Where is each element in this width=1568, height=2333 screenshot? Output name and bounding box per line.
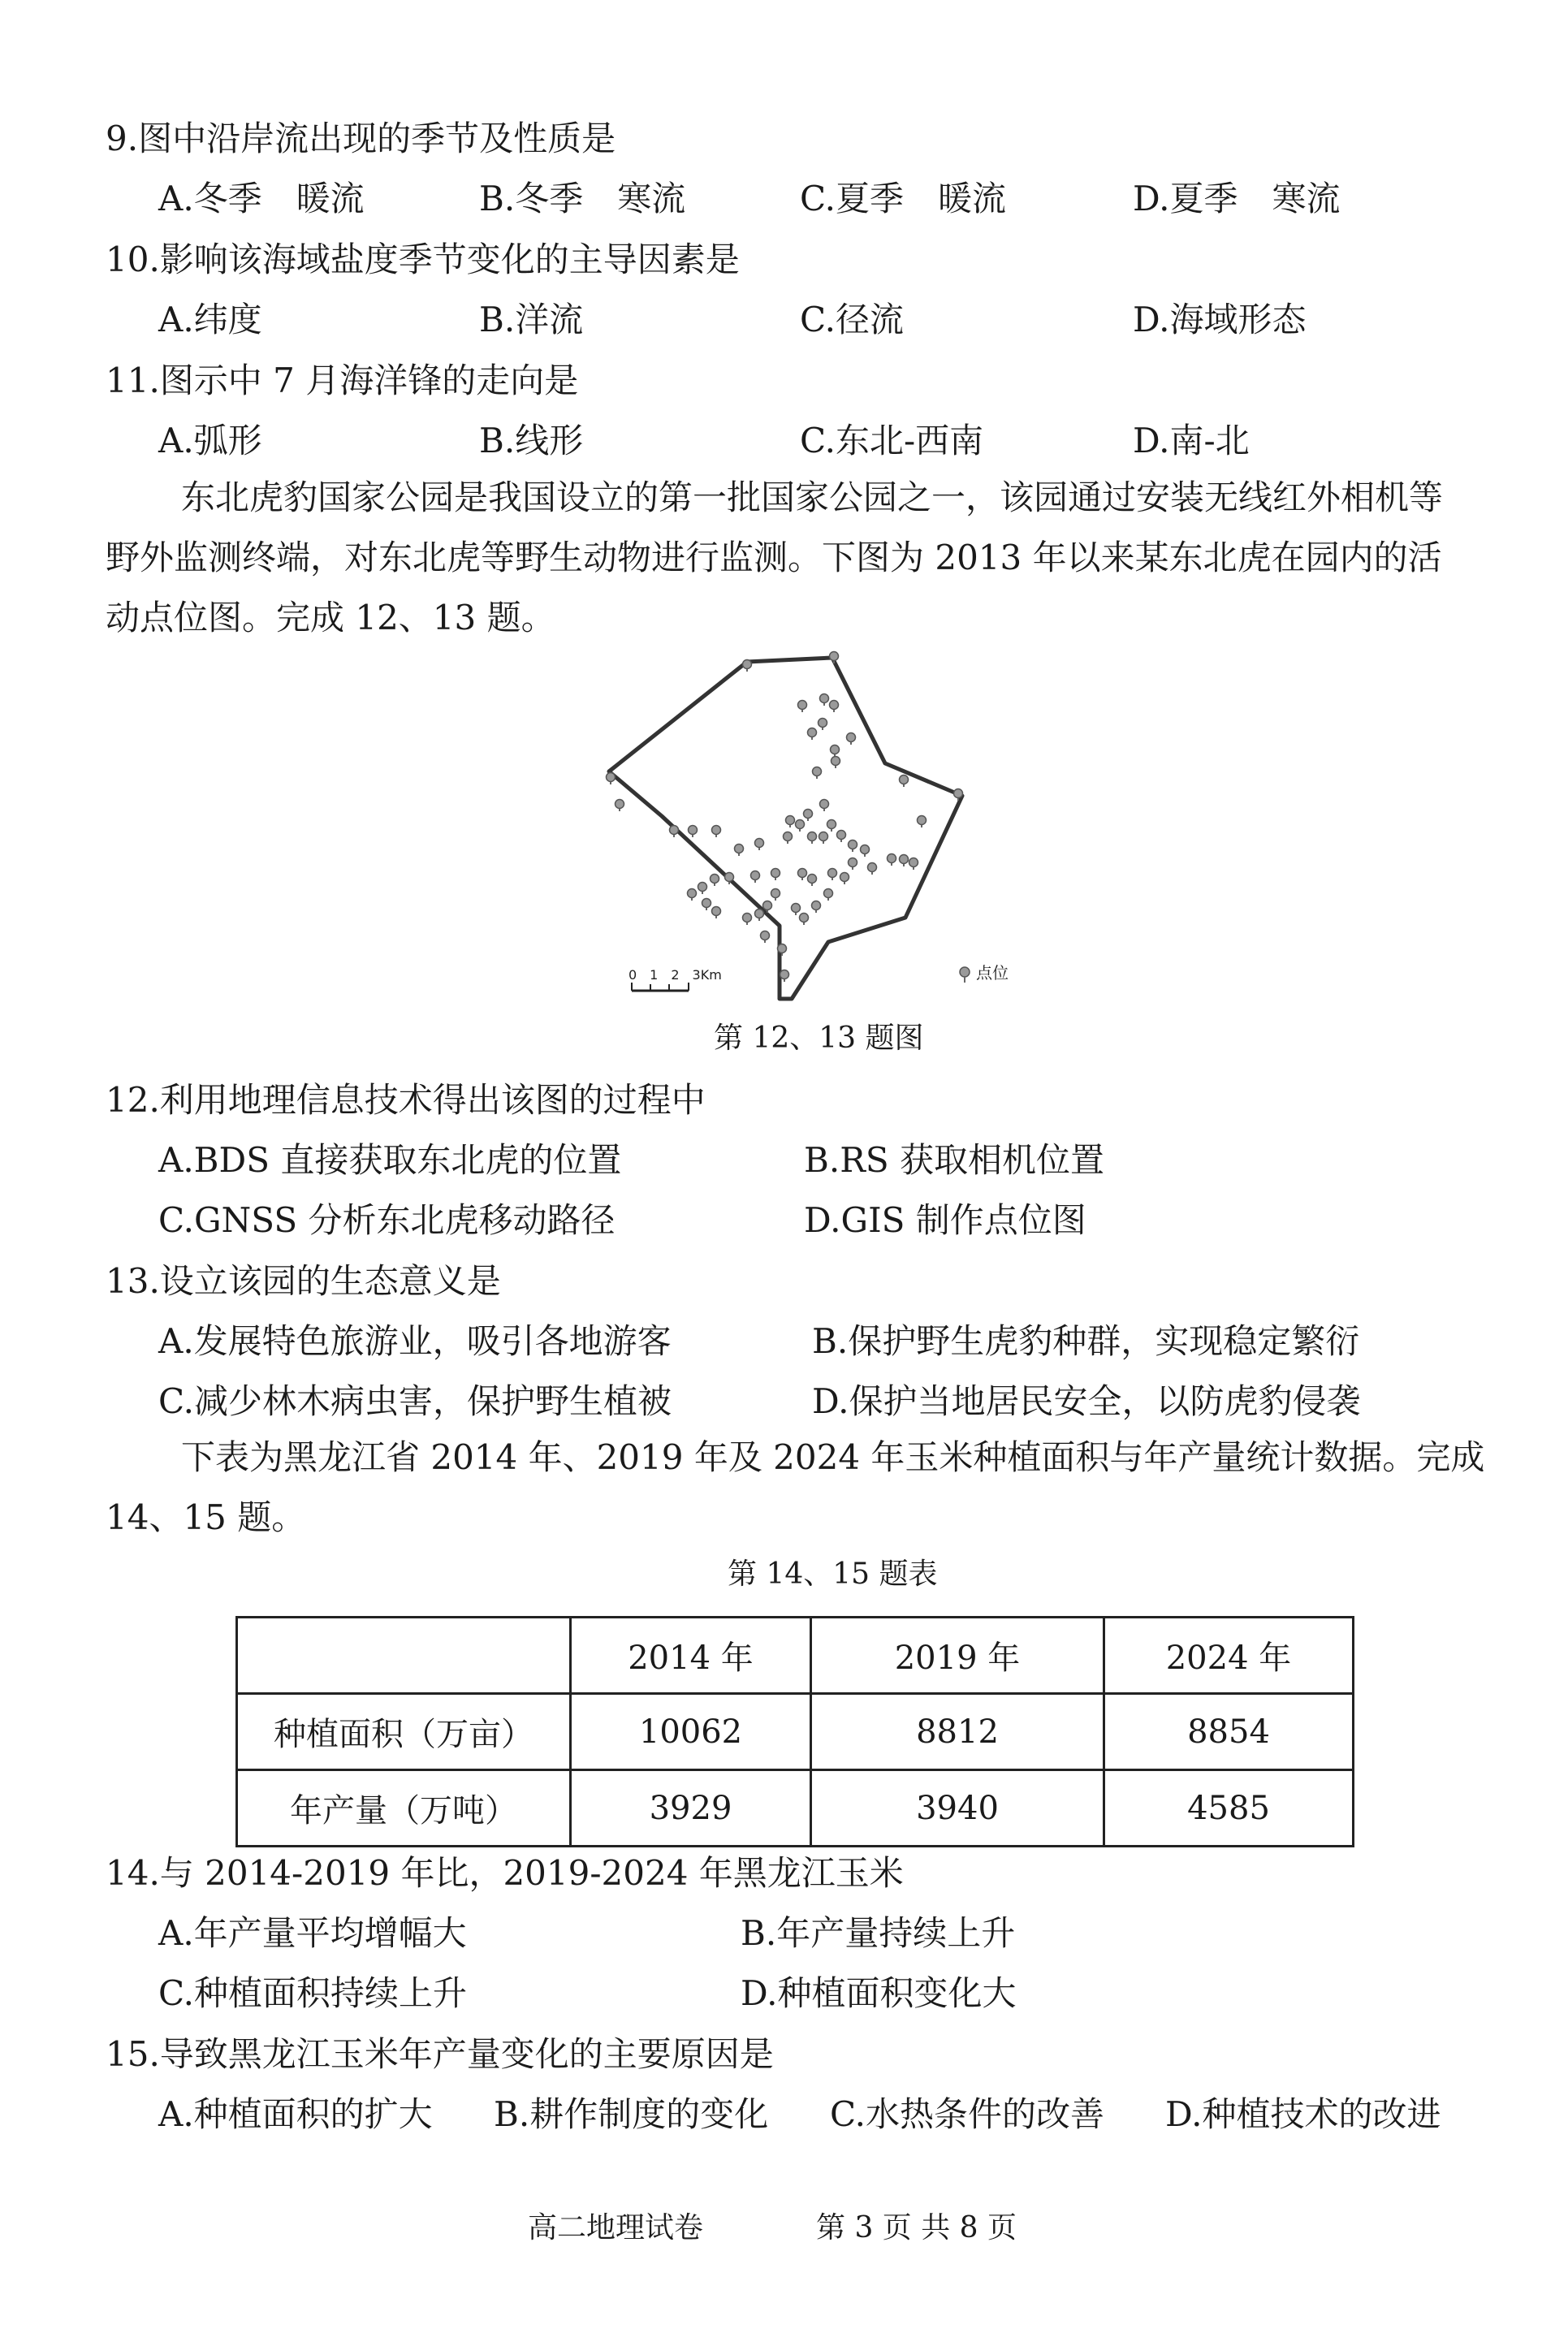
activity-point-pin xyxy=(616,800,624,812)
activity-point-pin xyxy=(808,728,817,741)
map-caption: 第 12、13 题图 xyxy=(714,1022,924,1055)
q12-option-c: C.GNSS 分析东北虎移动路径 xyxy=(158,1200,616,1240)
activity-point-pin xyxy=(837,831,846,843)
q13-option-b: B.保护野生虎豹种群，实现稳定繁衍 xyxy=(812,1321,1360,1361)
table-header-cell xyxy=(237,1618,571,1694)
activity-point-pin xyxy=(711,875,719,887)
table-row xyxy=(237,1694,1354,1770)
activity-point-pin xyxy=(819,719,827,731)
q10-option-b: B.洋流 xyxy=(479,300,584,339)
question-12-stem: 12.利用地理信息技术得出该图的过程中 xyxy=(106,1080,706,1120)
table-cell: 3940 xyxy=(811,1770,1104,1847)
q10-option-c: C.径流 xyxy=(800,300,904,339)
scale-bar xyxy=(628,967,722,991)
activity-point-pin xyxy=(820,694,829,706)
activity-point-pin xyxy=(796,820,805,832)
activity-point-pin xyxy=(828,869,837,881)
activity-point-pin xyxy=(830,701,839,713)
q9-option-c: C.夏季 暖流 xyxy=(800,179,1006,218)
passage-corn-data xyxy=(106,1428,1486,1548)
activity-point-pin xyxy=(830,652,839,664)
passage-tiger-park xyxy=(106,468,1486,648)
passage-line: 东北虎豹国家公园是我国设立的第一批国家公园之一，该园通过安装无线红外相机等 xyxy=(181,477,1444,517)
activity-point-pin xyxy=(819,832,828,845)
question-9-stem: 9.图中沿岸流出现的季节及性质是 xyxy=(106,119,616,158)
activity-point-pin xyxy=(918,816,927,828)
activity-point-pin xyxy=(868,863,877,875)
activity-point-pin xyxy=(820,800,829,812)
passage-line: 下表为黑龙江省 2014 年、2019 年及 2024 年玉米种植面积与年产量统计数据。完成 xyxy=(181,1437,1485,1477)
question-15-stem: 15.导致黑龙江玉米年产量变化的主要原因是 xyxy=(106,2034,774,2074)
table-cell: 3929 xyxy=(571,1770,811,1847)
activity-point-pin xyxy=(827,820,836,832)
activity-point-pin xyxy=(800,914,809,926)
q9-option-a: A.冬季 暖流 xyxy=(158,179,365,218)
question-10-stem: 10.影响该海域盐度季节变化的主导因素是 xyxy=(106,240,740,279)
q13-option-c: C.减少林木病虫害，保护野生植被 xyxy=(158,1381,672,1421)
activity-point-pin xyxy=(812,901,821,914)
table-caption: 第 14、15 题表 xyxy=(728,1557,938,1591)
tiger-activity-map xyxy=(593,650,1064,1007)
q15-option-b: B.耕作制度的变化 xyxy=(494,2094,769,2134)
q13-option-a: A.发展特色旅游业，吸引各地游客 xyxy=(158,1321,672,1361)
activity-point-pin xyxy=(831,745,840,758)
activity-point-pin xyxy=(755,839,764,851)
activity-point-pin xyxy=(840,873,849,885)
table-cell: 8854 xyxy=(1104,1694,1354,1770)
q12-option-a: A.BDS 直接获取东北虎的位置 xyxy=(158,1140,622,1180)
activity-point-pin xyxy=(808,832,817,845)
activity-point-pin xyxy=(861,845,870,858)
activity-point-pin xyxy=(792,904,801,916)
activity-point-pin xyxy=(670,826,679,838)
activity-point-pin xyxy=(888,854,896,866)
passage-line: 野外监测终端，对东北虎等野生动物进行监测。下图为 2013 年以来某东北虎在园内的活 xyxy=(106,538,1442,577)
activity-point-pin xyxy=(798,701,807,713)
footer-exam-title: 高二地理试卷 xyxy=(528,2211,704,2244)
activity-point-pin xyxy=(771,869,780,881)
table-cell: 年产量（万吨） xyxy=(237,1770,571,1847)
activity-point-pin xyxy=(847,733,856,745)
table-cell: 8812 xyxy=(811,1694,1104,1770)
activity-point-pin xyxy=(743,914,752,926)
q15-option-c: C.水热条件的改善 xyxy=(830,2094,1104,2134)
activity-point-pin xyxy=(849,840,857,853)
q11-option-a: A.弧形 xyxy=(158,421,262,460)
table-cell: 种植面积（万亩） xyxy=(237,1694,571,1770)
table-header-cell: 2024 年 xyxy=(1104,1618,1354,1694)
q12-option-b: B.RS 获取相机位置 xyxy=(804,1140,1104,1180)
passage-line: 动点位图。完成 12、13 题。 xyxy=(106,598,555,637)
q15-option-d: D.种植技术的改进 xyxy=(1165,2094,1441,2134)
q14-option-a: A.年产量平均增幅大 xyxy=(158,1913,467,1953)
activity-point-pin xyxy=(751,871,760,884)
table-row xyxy=(237,1770,1354,1847)
activity-point-pin xyxy=(849,858,857,871)
activity-point-pin xyxy=(808,875,817,887)
activity-point-pin xyxy=(813,767,822,780)
activity-point-pin xyxy=(755,909,764,922)
activity-point-pin xyxy=(832,757,840,769)
activity-point-pin xyxy=(698,883,707,895)
q14-option-c: C.种植面积持续上升 xyxy=(158,1973,467,2013)
activity-point-pin xyxy=(735,845,744,857)
footer-page-number: 第 3 页 共 8 页 xyxy=(816,2211,1017,2244)
table-header-cell: 2014 年 xyxy=(571,1618,811,1694)
activity-point-pin xyxy=(761,931,770,944)
activity-point-pin xyxy=(743,660,752,672)
activity-point-pin xyxy=(900,776,909,788)
question-11-stem: 11.图示中 7 月海洋锋的走向是 xyxy=(106,361,579,400)
question-13-stem: 13.设立该园的生态意义是 xyxy=(106,1261,501,1301)
activity-point-pin xyxy=(804,810,813,822)
question-14-stem: 14.与 2014-2019 年比，2019-2024 年黑龙江玉米 xyxy=(106,1853,904,1893)
q11-option-b: B.线形 xyxy=(479,421,584,460)
legend-label: 点位 xyxy=(976,963,1009,983)
activity-point-pin xyxy=(798,869,807,881)
q9-option-b: B.冬季 寒流 xyxy=(479,179,686,218)
q11-option-d: D.南-北 xyxy=(1133,421,1250,460)
q15-option-a: A.种植面积的扩大 xyxy=(158,2094,433,2134)
table-header-row xyxy=(237,1618,1354,1694)
activity-point-pin xyxy=(712,907,721,919)
scale-label: 0 1 2 3Km xyxy=(628,967,722,983)
activity-point-pin xyxy=(771,889,780,901)
table-header-cell: 2019 年 xyxy=(811,1618,1104,1694)
q12-option-d: D.GIS 制作点位图 xyxy=(804,1200,1086,1240)
legend-pin-icon xyxy=(960,967,970,977)
activity-point-pin xyxy=(900,855,909,867)
activity-point-pin xyxy=(824,889,833,901)
passage-line: 14、15 题。 xyxy=(106,1497,306,1537)
q14-option-b: B.年产量持续上升 xyxy=(741,1913,1016,1953)
activity-point-pin xyxy=(786,816,795,828)
corn-statistics-table xyxy=(235,1616,1354,1847)
activity-point-pin xyxy=(607,773,616,785)
activity-point-pin xyxy=(712,826,721,838)
q14-option-d: D.种植面积变化大 xyxy=(741,1973,1017,2013)
activity-point-pin xyxy=(688,889,697,901)
table-cell: 4585 xyxy=(1104,1770,1354,1847)
activity-point-pin xyxy=(689,826,698,838)
q11-option-c: C.东北-西南 xyxy=(800,421,984,460)
activity-point-pin xyxy=(784,832,793,845)
map-legend xyxy=(960,963,1009,983)
q13-option-d: D.保护当地居民安全，以防虎豹侵袭 xyxy=(812,1381,1361,1421)
q9-option-d: D.夏季 寒流 xyxy=(1133,179,1341,218)
activity-point-pin xyxy=(702,899,711,911)
q10-option-a: A.纬度 xyxy=(158,300,262,339)
q10-option-d: D.海域形态 xyxy=(1133,300,1307,339)
activity-point-pin xyxy=(909,858,918,871)
table-cell: 10062 xyxy=(571,1694,811,1770)
